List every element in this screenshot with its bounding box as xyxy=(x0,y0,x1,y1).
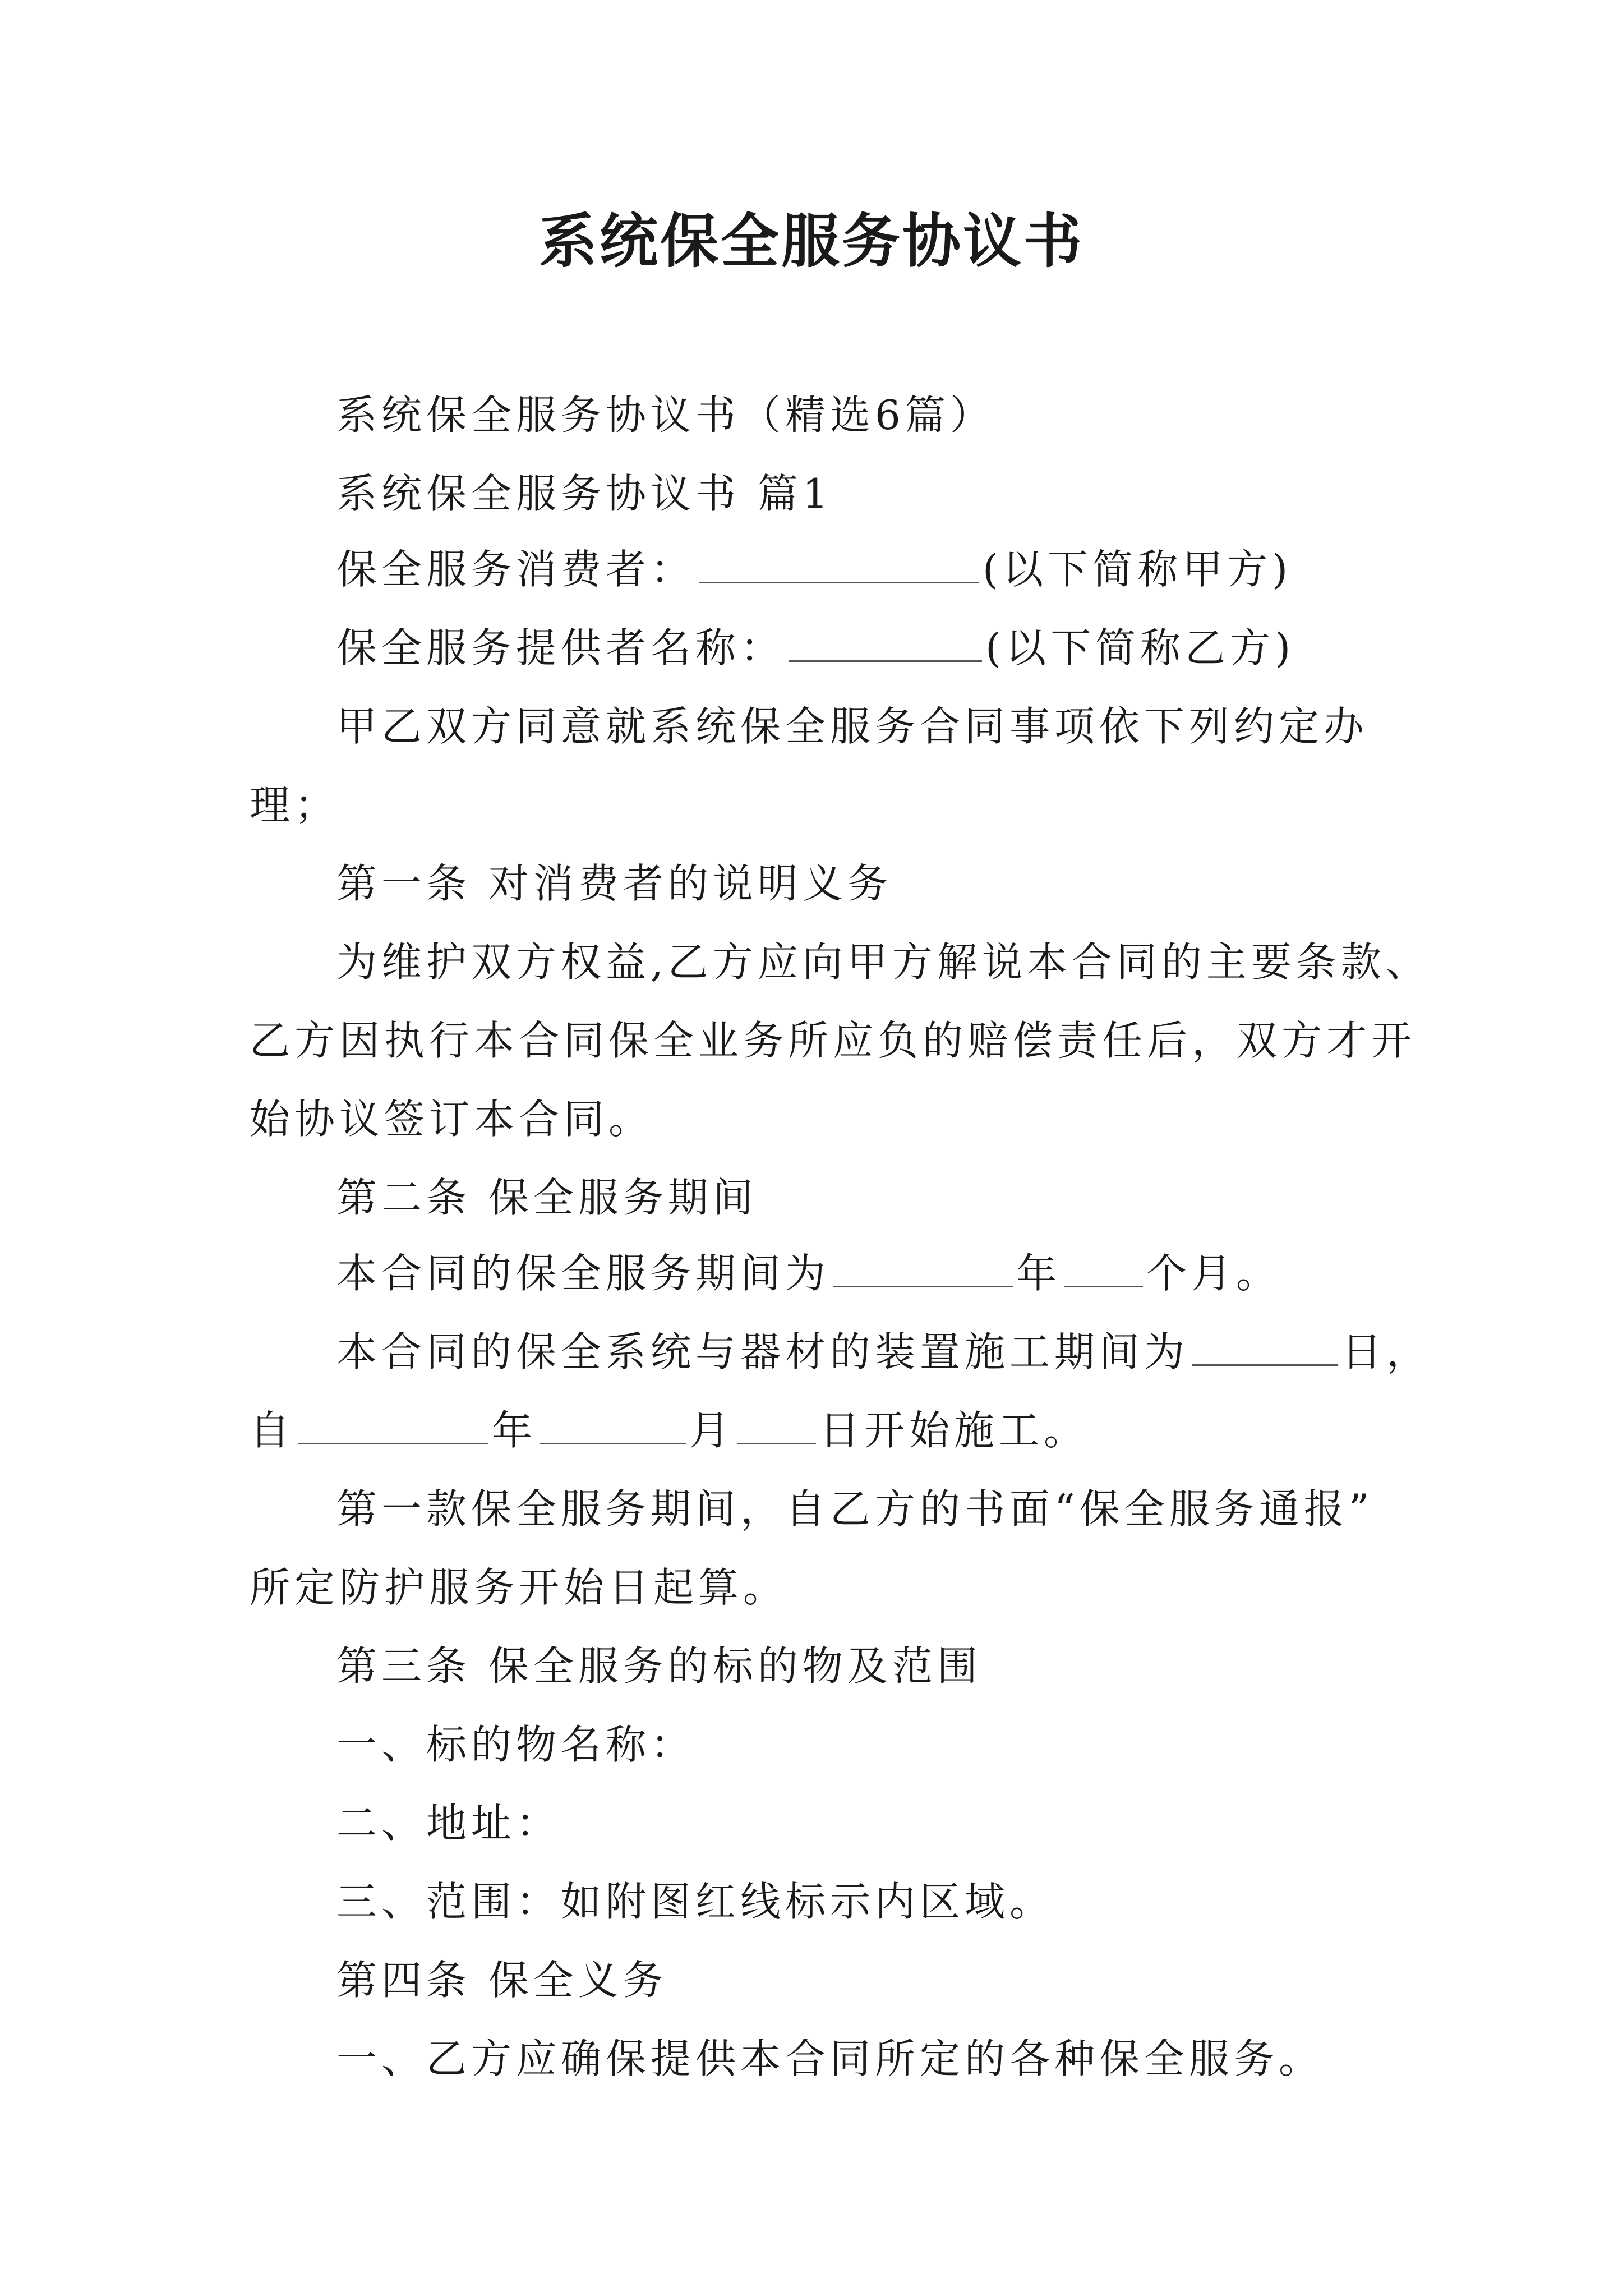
list-item: 一、乙方应确保提供本合同所定的各种保全服务。 xyxy=(336,2035,1324,2082)
party-a-line xyxy=(336,541,1292,597)
paragraph-line: 乙方因执行本合同保全业务所应负的赔偿责任后，双方才开 xyxy=(250,1017,1417,1064)
subtitle-line: 系统保全服务协议书（精选6篇） xyxy=(336,392,995,439)
party-b-note: (以下简称乙方) xyxy=(985,624,1295,671)
paragraph-line: 理； xyxy=(250,781,340,829)
party-a-note: (以下简称甲方) xyxy=(983,546,1293,593)
paragraph-line: 第一款保全服务期间，自乙方的书面“保全服务通报” xyxy=(336,1485,1374,1533)
party-b-line xyxy=(336,620,1295,676)
article-heading: 第三条 保全服务的标的物及范围 xyxy=(336,1642,982,1690)
years-blank xyxy=(833,1246,1013,1287)
list-item: 一、标的物名称： xyxy=(336,1721,696,1768)
start-text: 日开始施工。 xyxy=(819,1407,1089,1454)
month-label: 个月。 xyxy=(1146,1250,1281,1297)
paragraph-line: 始协议签订本合同。 xyxy=(250,1096,654,1143)
article-heading: 第二条 保全服务期间 xyxy=(336,1174,758,1221)
document-title: 系统保全服务协议书 xyxy=(538,206,1084,275)
list-item: 二、地址： xyxy=(336,1800,561,1847)
day-label: 日， xyxy=(1341,1328,1432,1375)
party-a-label: 保全服务消费者： xyxy=(336,546,696,593)
party-a-blank xyxy=(699,542,979,583)
days-blank xyxy=(1192,1325,1338,1366)
month-label: 月 xyxy=(689,1407,735,1454)
article-heading: 第一条 对消费者的说明义务 xyxy=(336,860,892,907)
paragraph-line: 甲乙双方同意就系统保全服务合同事项依下列约定办 xyxy=(336,703,1369,750)
install-period-text: 本合同的保全系统与器材的装置施工期间为 xyxy=(336,1328,1189,1375)
start-month-blank xyxy=(540,1404,686,1444)
start-day-blank xyxy=(737,1404,816,1444)
year-label: 年 xyxy=(492,1407,537,1454)
start-date-line xyxy=(250,1402,1089,1458)
article-heading: 第四条 保全义务 xyxy=(336,1957,668,2004)
year-label: 年 xyxy=(1016,1250,1062,1297)
from-label: 自 xyxy=(250,1407,295,1454)
service-period-text: 本合同的保全服务期间为 xyxy=(336,1250,831,1297)
list-item: 三、范围：如附图红线标示内区域。 xyxy=(336,1878,1055,1925)
paragraph-line: 所定防护服务开始日起算。 xyxy=(250,1564,789,1611)
party-b-label: 保全服务提供者名称： xyxy=(336,624,786,671)
service-period-line xyxy=(336,1245,1281,1301)
section-heading: 系统保全服务协议书 篇1 xyxy=(336,470,833,517)
install-period-line xyxy=(336,1324,1431,1380)
party-b-blank xyxy=(789,621,982,662)
start-year-blank xyxy=(298,1404,488,1444)
paragraph-line: 为维护双方权益,乙方应向甲方解说本合同的主要条款、 xyxy=(336,938,1431,986)
months-blank xyxy=(1064,1246,1143,1287)
